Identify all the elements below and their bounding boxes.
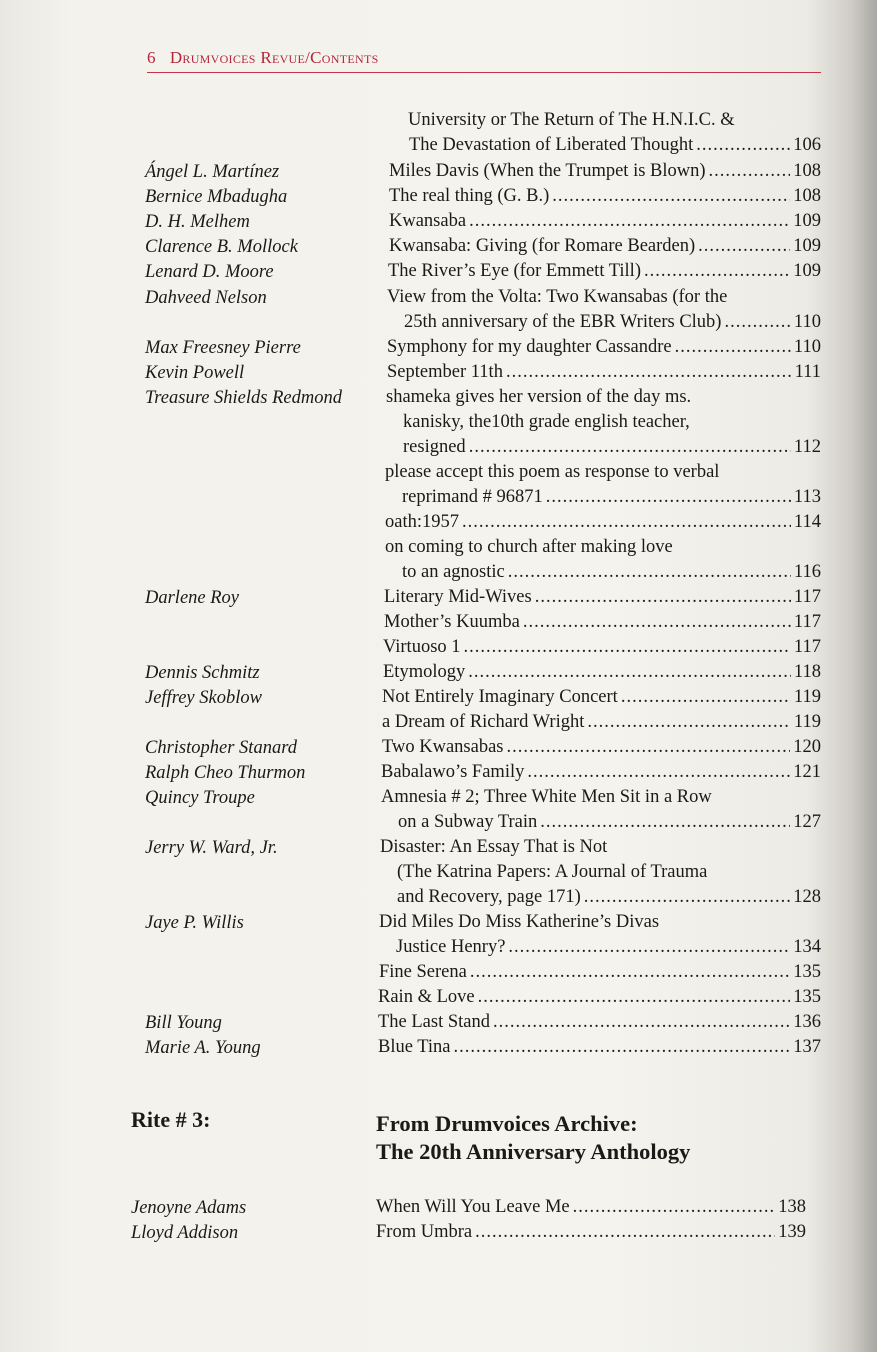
page-ref: 110 bbox=[793, 312, 821, 332]
section-title bbox=[376, 1110, 816, 1166]
toc-entry bbox=[388, 259, 821, 284]
toc-entry bbox=[384, 610, 821, 635]
toc-entry bbox=[387, 285, 821, 335]
author-name: Jenoyne Adams bbox=[131, 1198, 247, 1218]
page-ref: 135 bbox=[793, 962, 821, 982]
page-ref: 135 bbox=[793, 987, 821, 1007]
dot-leader bbox=[493, 1010, 790, 1035]
dot-leader bbox=[462, 510, 791, 535]
page-ref: 111 bbox=[794, 362, 821, 382]
entry-title-line: Mother’s Kuumba bbox=[384, 612, 520, 632]
toc-entry bbox=[389, 184, 821, 209]
page-ref: 109 bbox=[793, 236, 821, 256]
page-ref: 127 bbox=[793, 812, 821, 832]
entry-title-line: Did Miles Do Miss Katherine’s Divas bbox=[379, 912, 660, 932]
entry-title-line: Babalawo’s Family bbox=[381, 762, 525, 782]
author-name: Jerry W. Ward, Jr. bbox=[145, 838, 278, 858]
dot-leader bbox=[469, 435, 791, 460]
entry-title-line: The real thing (G. B.) bbox=[389, 186, 550, 206]
entry-title-line: Justice Henry? bbox=[396, 937, 506, 957]
dot-leader bbox=[552, 184, 790, 209]
dot-leader bbox=[475, 1220, 775, 1245]
dot-leader bbox=[675, 335, 791, 360]
author-name: Christopher Stanard bbox=[145, 738, 297, 758]
page-ref: 138 bbox=[778, 1197, 806, 1217]
toc-entry bbox=[389, 234, 821, 259]
entry-title-line: Miles Davis (When the Trumpet is Blown) bbox=[389, 161, 706, 181]
toc-entry bbox=[385, 535, 821, 585]
page-ref: 108 bbox=[793, 161, 821, 181]
author-name: Quincy Troupe bbox=[145, 788, 255, 808]
page-ref: 110 bbox=[793, 337, 821, 357]
page-ref: 128 bbox=[793, 887, 821, 907]
author-name: Jeffrey Skoblow bbox=[145, 688, 262, 708]
toc-entry bbox=[382, 685, 821, 710]
dot-leader bbox=[587, 710, 791, 735]
entry-title-line: reprimand # 96871 bbox=[402, 487, 543, 507]
entry-title-line: and Recovery, page 171) bbox=[397, 887, 581, 907]
toc-entry bbox=[378, 1010, 821, 1035]
entry-title-line: Rain & Love bbox=[378, 987, 475, 1007]
page-ref: 118 bbox=[793, 662, 821, 682]
section-title-line: From Drumvoices Archive: bbox=[376, 1111, 638, 1136]
page-ref: 117 bbox=[793, 612, 821, 632]
toc-entry bbox=[376, 1220, 806, 1245]
page-ref: 139 bbox=[778, 1222, 806, 1242]
page-ref: 137 bbox=[793, 1037, 821, 1057]
dot-leader bbox=[698, 234, 790, 259]
page-ref: 109 bbox=[793, 261, 821, 281]
page-ref: 119 bbox=[793, 687, 821, 707]
entry-title-line: oath:1957 bbox=[385, 512, 459, 532]
page-ref: 136 bbox=[793, 1012, 821, 1032]
page-ref: 114 bbox=[793, 512, 821, 532]
author-name: Bernice Mbadugha bbox=[145, 187, 288, 207]
toc-entry bbox=[389, 159, 821, 184]
entry-title-line: Blue Tina bbox=[378, 1037, 451, 1057]
toc-entry bbox=[408, 108, 821, 158]
entry-title-line: (The Katrina Papers: A Journal of Trauma bbox=[397, 862, 708, 882]
dot-leader bbox=[573, 1195, 776, 1220]
dot-leader bbox=[546, 485, 791, 510]
page-ref: 113 bbox=[793, 487, 821, 507]
toc-entry bbox=[380, 835, 821, 910]
entry-title-line: Symphony for my daughter Cassandre bbox=[387, 337, 672, 357]
page-ref: 109 bbox=[793, 211, 821, 231]
dot-leader bbox=[469, 209, 790, 234]
entry-title-line: The Devastation of Liberated Thought bbox=[409, 135, 694, 155]
dot-leader bbox=[478, 985, 791, 1010]
toc-entry bbox=[389, 209, 821, 234]
page-ref: 119 bbox=[793, 712, 821, 732]
entry-title-line: please accept this poem as response to verbal bbox=[385, 462, 720, 482]
dot-leader bbox=[464, 635, 791, 660]
toc-entry bbox=[384, 585, 821, 610]
dot-leader bbox=[507, 735, 791, 760]
entry-title-line: Literary Mid-Wives bbox=[384, 587, 532, 607]
dot-leader bbox=[724, 310, 790, 335]
section-title-line: The 20th Anniversary Anthology bbox=[376, 1139, 691, 1164]
page-ref: 116 bbox=[793, 562, 821, 582]
author-name: Jaye P. Willis bbox=[145, 913, 244, 933]
entry-title-line: Kwansaba bbox=[389, 211, 467, 231]
entry-title-line: on coming to church after making love bbox=[385, 537, 673, 557]
dot-leader bbox=[506, 360, 792, 385]
author-name: Lenard D. Moore bbox=[145, 262, 274, 282]
toc-entry bbox=[379, 910, 821, 960]
author-name: Dahveed Nelson bbox=[145, 288, 267, 308]
entry-title-line: Virtuoso 1 bbox=[383, 637, 461, 657]
dot-leader bbox=[508, 560, 791, 585]
running-header bbox=[147, 48, 821, 73]
toc-entry bbox=[383, 635, 821, 660]
dot-leader bbox=[470, 960, 790, 985]
dot-leader bbox=[709, 159, 791, 184]
entry-title-line: to an agnostic bbox=[402, 562, 505, 582]
page-ref: 121 bbox=[793, 762, 821, 782]
toc-entry bbox=[381, 760, 821, 785]
entry-title-line: When Will You Leave Me bbox=[376, 1197, 570, 1217]
entry-title-line: on a Subway Train bbox=[398, 812, 538, 832]
author-name: D. H. Melhem bbox=[145, 212, 250, 232]
toc-entry bbox=[383, 660, 821, 685]
dot-leader bbox=[535, 585, 791, 610]
author-name: Clarence B. Mollock bbox=[145, 237, 298, 257]
author-name: Marie A. Young bbox=[145, 1038, 261, 1058]
entry-title-line: View from the Volta: Two Kwansabas (for the bbox=[387, 287, 728, 307]
dot-leader bbox=[584, 885, 791, 910]
toc-entry bbox=[378, 1035, 821, 1060]
entry-title-line: From Umbra bbox=[376, 1222, 473, 1242]
section-label: Rite # 3: bbox=[131, 1107, 211, 1132]
author-name: Darlene Roy bbox=[145, 588, 240, 608]
author-name: Bill Young bbox=[145, 1013, 222, 1033]
toc-entry bbox=[382, 710, 821, 735]
entry-title-line: Fine Serena bbox=[379, 962, 467, 982]
author-name: Lloyd Addison bbox=[131, 1223, 239, 1243]
toc-entry bbox=[385, 510, 821, 535]
entry-title-line: Etymology bbox=[383, 662, 466, 682]
entry-title-line: 25th anniversary of the EBR Writers Club) bbox=[404, 312, 722, 332]
entry-title-line: Two Kwansabas bbox=[382, 737, 504, 757]
author-name: Max Freesney Pierre bbox=[145, 338, 301, 358]
page-ref: 134 bbox=[793, 937, 821, 957]
page-ref: 120 bbox=[793, 737, 821, 757]
entry-title-line: kanisky, the10th grade english teacher, bbox=[403, 412, 690, 432]
dot-leader bbox=[468, 660, 791, 685]
header-title: Drumvoices Revue/Contents bbox=[169, 48, 379, 67]
toc-entry bbox=[387, 360, 821, 385]
author-name: Treasure Shields Redmond bbox=[145, 388, 342, 408]
page-ref: 108 bbox=[793, 186, 821, 206]
toc-entry bbox=[385, 460, 821, 510]
entry-title-line: resigned bbox=[403, 437, 466, 457]
author-name: Dennis Schmitz bbox=[145, 663, 260, 683]
toc-entry bbox=[382, 735, 821, 760]
author-name: Ángel L. Martínez bbox=[145, 162, 280, 182]
dot-leader bbox=[540, 810, 790, 835]
dot-leader bbox=[621, 685, 791, 710]
dot-leader bbox=[523, 610, 791, 635]
entry-title-line: Amnesia # 2; Three White Men Sit in a Row bbox=[381, 787, 712, 807]
toc-entry bbox=[376, 1195, 806, 1220]
page-ref: 112 bbox=[793, 437, 821, 457]
entry-title-line: a Dream of Richard Wright bbox=[382, 712, 585, 732]
dot-leader bbox=[644, 259, 790, 284]
entry-title-line: September 11th bbox=[387, 362, 503, 382]
dot-leader bbox=[527, 760, 790, 785]
page-ref: 117 bbox=[793, 587, 821, 607]
toc-entry bbox=[387, 335, 821, 360]
entry-title-line: The Last Stand bbox=[378, 1012, 491, 1032]
page-ref: 106 bbox=[793, 135, 821, 155]
dot-leader bbox=[508, 935, 790, 960]
entry-title-line: shameka gives her version of the day ms. bbox=[386, 387, 692, 407]
dot-leader bbox=[453, 1035, 790, 1060]
page-number: 6 bbox=[147, 48, 156, 67]
page-ref: 117 bbox=[793, 637, 821, 657]
toc-entry bbox=[378, 985, 821, 1010]
author-name: Kevin Powell bbox=[145, 363, 245, 383]
dot-leader bbox=[696, 133, 790, 158]
entry-title-line: Not Entirely Imaginary Concert bbox=[382, 687, 618, 707]
toc-entry bbox=[386, 385, 821, 460]
toc-entry bbox=[381, 785, 821, 835]
entry-title-line: The River’s Eye (for Emmett Till) bbox=[388, 261, 641, 281]
entry-title-line: Disaster: An Essay That is Not bbox=[380, 837, 608, 857]
entry-title-line: Kwansaba: Giving (for Romare Bearden) bbox=[389, 236, 696, 256]
toc-entry bbox=[379, 960, 821, 985]
entry-title-line: University or The Return of The H.N.I.C. & bbox=[408, 110, 735, 130]
author-name: Ralph Cheo Thurmon bbox=[145, 763, 306, 783]
